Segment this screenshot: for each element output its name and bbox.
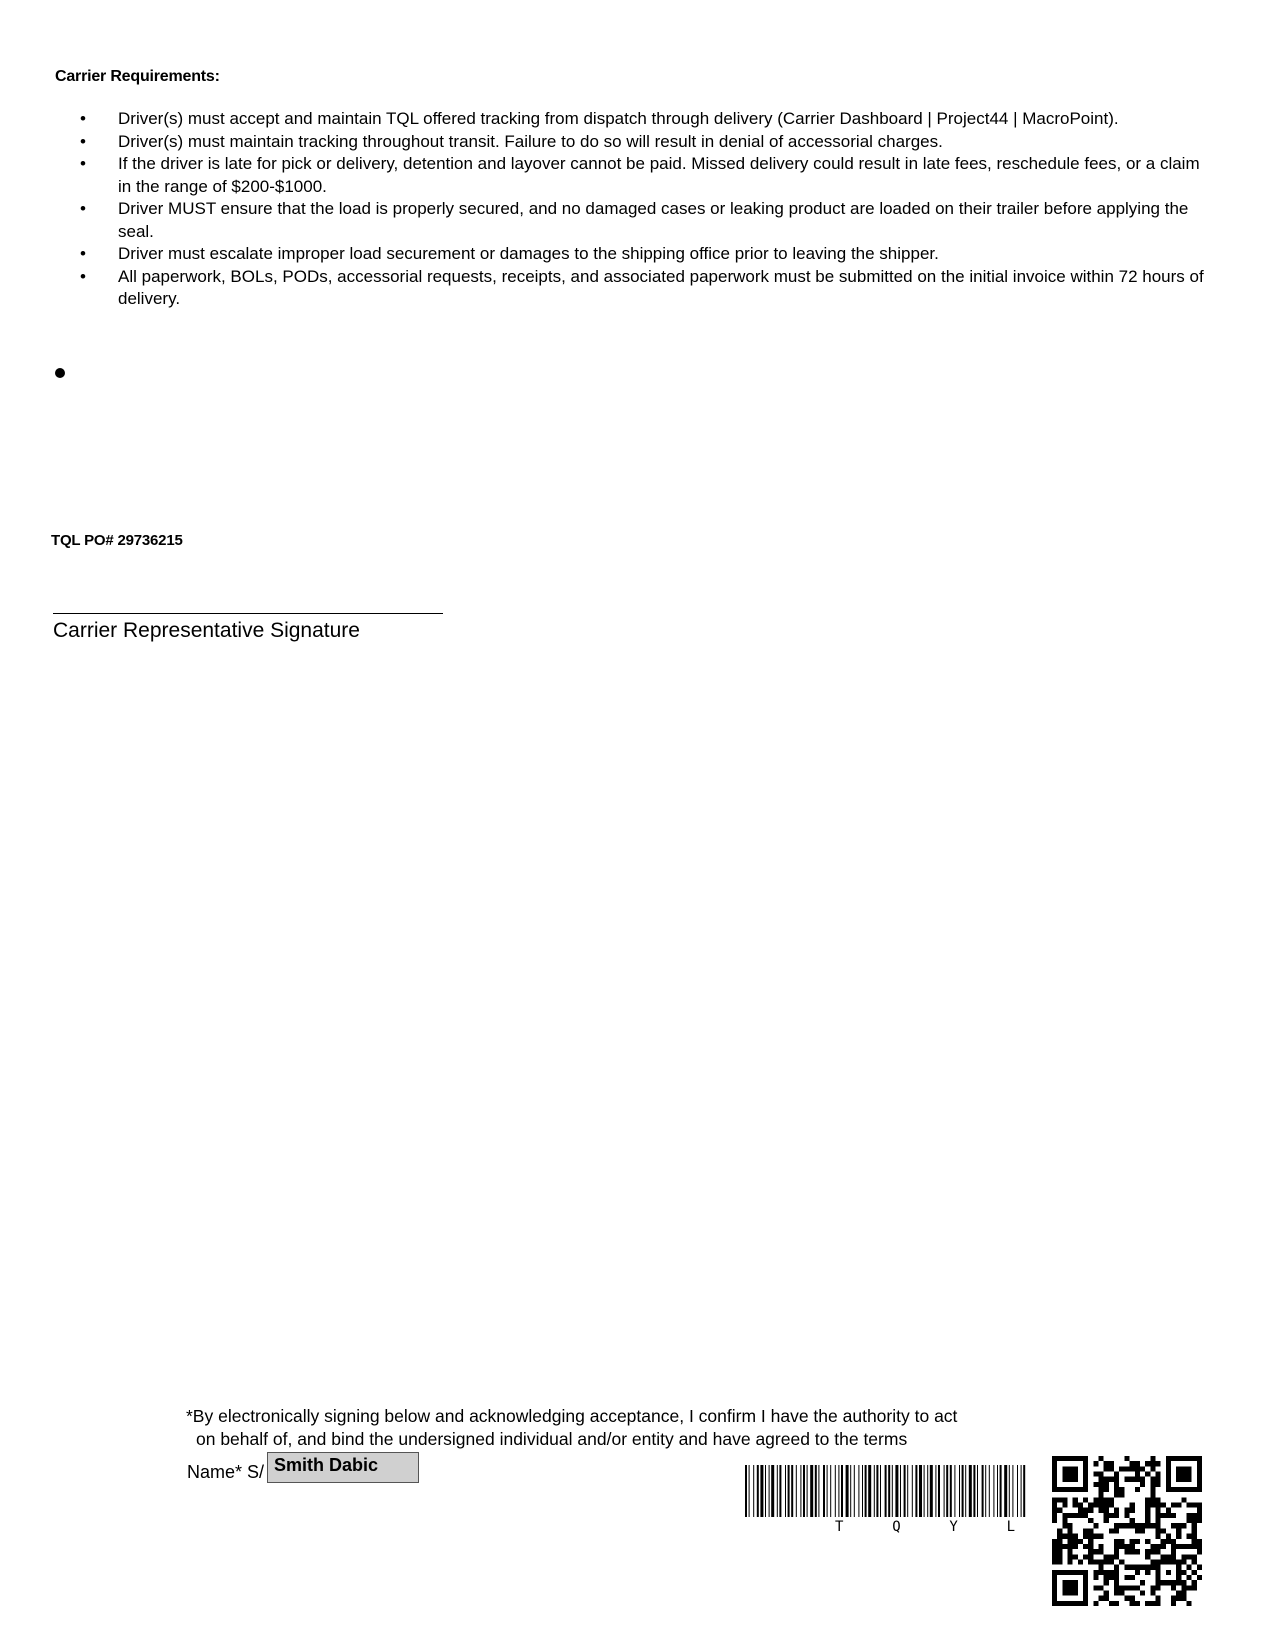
barcode-caption-char: T: [835, 1519, 844, 1535]
empty-bullet-icon: [55, 368, 65, 378]
requirement-item: [80, 153, 1210, 198]
requirement-item: [80, 131, 1210, 154]
requirements-list: [80, 108, 1210, 311]
requirement-item: [80, 266, 1210, 311]
consent-line-2: on behalf of, and bind the undersigned individual and/or entity and have agreed to the terms: [196, 1429, 908, 1449]
bullet-icon: •: [80, 109, 86, 128]
requirement-text: Driver(s) must accept and maintain TQL offered tracking from dispatch through delivery (Carrier Dashboard | Project44 | MacroPoint).: [118, 109, 1119, 128]
barcode-caption: [835, 1519, 1015, 1535]
requirement-text: All paperwork, BOLs, PODs, accessorial requests, receipts, and associated paperwork must be submitted on the initial invoice within 72 hours of delivery.: [118, 266, 1204, 308]
requirement-item: [80, 108, 1210, 131]
name-label: Name* S/: [187, 1462, 265, 1482]
carrier-requirements-heading: Carrier Requirements:: [55, 68, 220, 85]
qr-code-icon: [1052, 1456, 1202, 1606]
requirement-text: Driver must escalate improper load securement or damages to the shipping office prior to leaving the shipper.: [118, 244, 939, 263]
bullet-icon: •: [80, 154, 86, 173]
signature-label: Carrier Representative Signature: [53, 619, 360, 642]
bullet-icon: •: [80, 131, 86, 151]
name-signature-field[interactable]: Smith Dabic: [267, 1452, 419, 1483]
requirement-text: Driver(s) must maintain tracking throughout transit. Failure to do so will result in denial of accessorial charges.: [118, 131, 943, 151]
bullet-icon: •: [80, 199, 86, 218]
name-signature-row: [187, 1452, 419, 1485]
consent-statement: [186, 1405, 1046, 1451]
barcode-caption-char: Y: [949, 1519, 958, 1535]
bullet-icon: •: [80, 266, 86, 286]
requirement-text: Driver MUST ensure that the load is properly secured, and no damaged cases or leaking product are loaded on their trailer before applying the seal.: [118, 199, 1189, 241]
signature-line[interactable]: [53, 613, 443, 614]
po-number: TQL PO# 29736215: [51, 532, 183, 549]
consent-line-1: *By electronically signing below and acknowledging acceptance, I confirm I have the authority to act: [186, 1406, 958, 1426]
bullet-icon: •: [80, 244, 86, 263]
requirement-text: If the driver is late for pick or delivery, detention and layover cannot be paid. Missed delivery could result in late fees, reschedule fees, or a claim in the range of $200-$1000.: [118, 154, 1200, 196]
requirement-item: [80, 198, 1210, 243]
barcode-caption-char: L: [1006, 1519, 1015, 1535]
barcode-caption-char: Q: [892, 1519, 901, 1535]
requirement-item: [80, 243, 1210, 266]
